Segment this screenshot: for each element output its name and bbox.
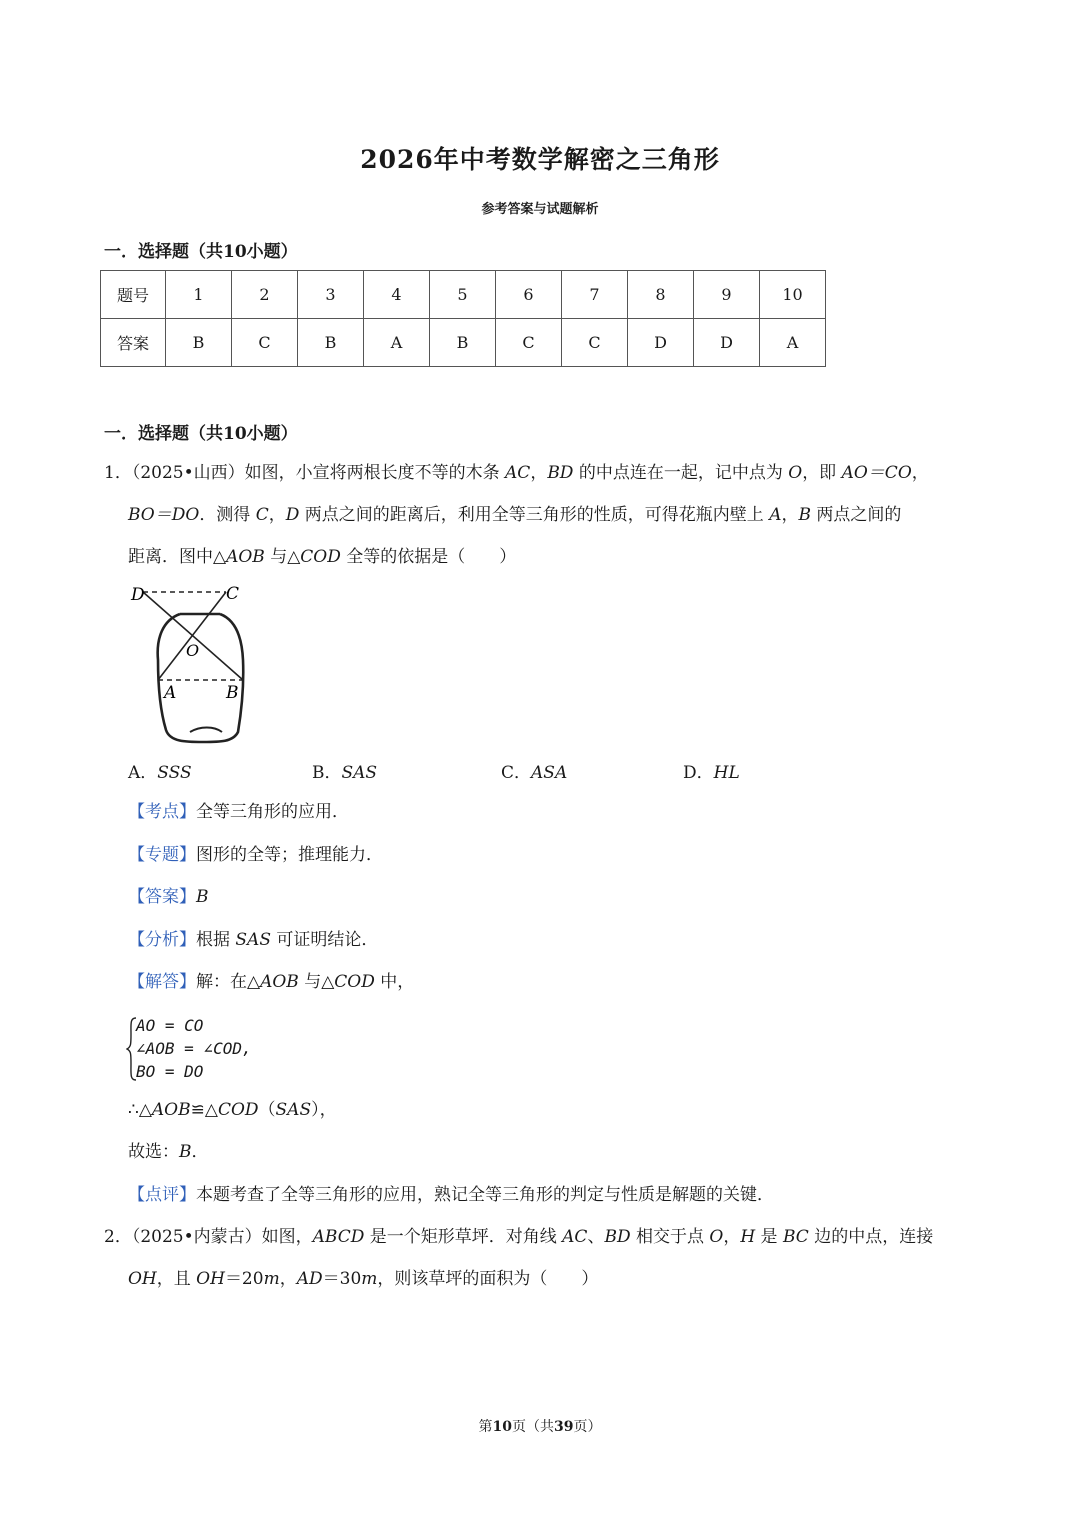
- table-cell: 7: [562, 271, 628, 319]
- table-cell: 3: [298, 271, 364, 319]
- q1-line-3: 距离．图中△AOB 与△COD 全等的依据是（ ）: [128, 547, 517, 567]
- equation-line: ∠AOB = ∠COD,: [136, 1039, 252, 1058]
- table-cell: 4: [364, 271, 430, 319]
- table-cell: B: [298, 319, 364, 367]
- table-cell: 2: [232, 271, 298, 319]
- table-cell: 10: [760, 271, 826, 319]
- table-cell: 8: [628, 271, 694, 319]
- therefore-line: ∴△AOB≌△COD（SAS），: [128, 1100, 337, 1120]
- table-cell: D: [628, 319, 694, 367]
- table-cell: 6: [496, 271, 562, 319]
- answer-table-row-answers: [101, 319, 826, 367]
- table-cell: C: [562, 319, 628, 367]
- q1-line-2: BO＝DO．测得 C，D 两点之间的距离后，利用全等三角形的性质，可得花瓶内壁上 A，B 两点之间的: [128, 505, 902, 525]
- segment-ca: [158, 592, 226, 680]
- q2-line-1: 2．（2025•内蒙古）如图，ABCD 是一个矩形草坪．对角线 AC、BD 相交于点 O，H 是 BC 边的中点，连接: [104, 1227, 934, 1247]
- table-cell: 答案: [101, 319, 166, 367]
- label-c: C: [226, 584, 240, 604]
- fenxi-line: 【分析】根据 SAS 可证明结论．: [128, 930, 379, 950]
- page-total: 39: [554, 1419, 574, 1435]
- choice-c: C．ASA: [501, 763, 568, 783]
- table-cell: 5: [430, 271, 496, 319]
- label-d: D: [131, 585, 145, 605]
- section-heading-2: 一．选择题（共10小题）: [104, 424, 298, 444]
- zhuanti-line: 【专题】图形的全等；推理能力．: [128, 845, 383, 865]
- page-subtitle: 参考答案与试题解析: [481, 202, 599, 217]
- kaodian-line: 【考点】全等三角形的应用．: [128, 802, 349, 822]
- q1-line-1: 1．（2025•山西）如图，小宣将两根长度不等的木条 AC，BD 的中点连在一起，记中点为 O，即 AO＝CO，: [104, 463, 929, 483]
- label-o: O: [186, 641, 200, 660]
- table-cell: C: [496, 319, 562, 367]
- table-cell: 9: [694, 271, 760, 319]
- choice-a: A．SSS: [128, 763, 192, 783]
- jieda-line: 【解答】解：在△AOB 与△COD 中，: [128, 972, 415, 992]
- guxuan-line: 故选：B．: [128, 1142, 209, 1162]
- answer-table-row-numbers: [101, 271, 826, 319]
- table-cell: D: [694, 319, 760, 367]
- equation-line: BO = DO: [136, 1062, 204, 1081]
- page-footer: 第10页（共39页）: [478, 1419, 602, 1435]
- section-heading: 一．选择题（共10小题）: [104, 242, 298, 262]
- vase-outline: [158, 614, 244, 742]
- dianping-line: 【点评】本题考查了全等三角形的应用，熟记全等三角形的判定与性质是解题的关键．: [128, 1185, 774, 1205]
- vase-base-curve: [190, 728, 222, 733]
- table-cell: 1: [166, 271, 232, 319]
- table-cell: A: [364, 319, 430, 367]
- table-cell: C: [232, 319, 298, 367]
- choice-b: B．SAS: [312, 763, 378, 783]
- answer-table: [100, 270, 826, 367]
- table-cell: B: [430, 319, 496, 367]
- choice-d: D．HL: [683, 763, 740, 783]
- table-cell: 题号: [101, 271, 166, 319]
- page-number: 10: [492, 1419, 512, 1435]
- equation-system: [136, 1014, 252, 1083]
- label-a: A: [164, 683, 177, 703]
- daan-line: 【答案】B: [128, 887, 209, 907]
- vase-figure: [128, 580, 253, 748]
- label-b: B: [226, 683, 239, 703]
- table-cell: A: [760, 319, 826, 367]
- page-title: 2026年中考数学解密之三角形: [360, 145, 720, 174]
- q2-line-2: OH，且 OH＝20m，AD＝30m，则该草坪的面积为（ ）: [128, 1269, 599, 1289]
- table-cell: B: [166, 319, 232, 367]
- equation-line: AO = CO: [136, 1016, 204, 1035]
